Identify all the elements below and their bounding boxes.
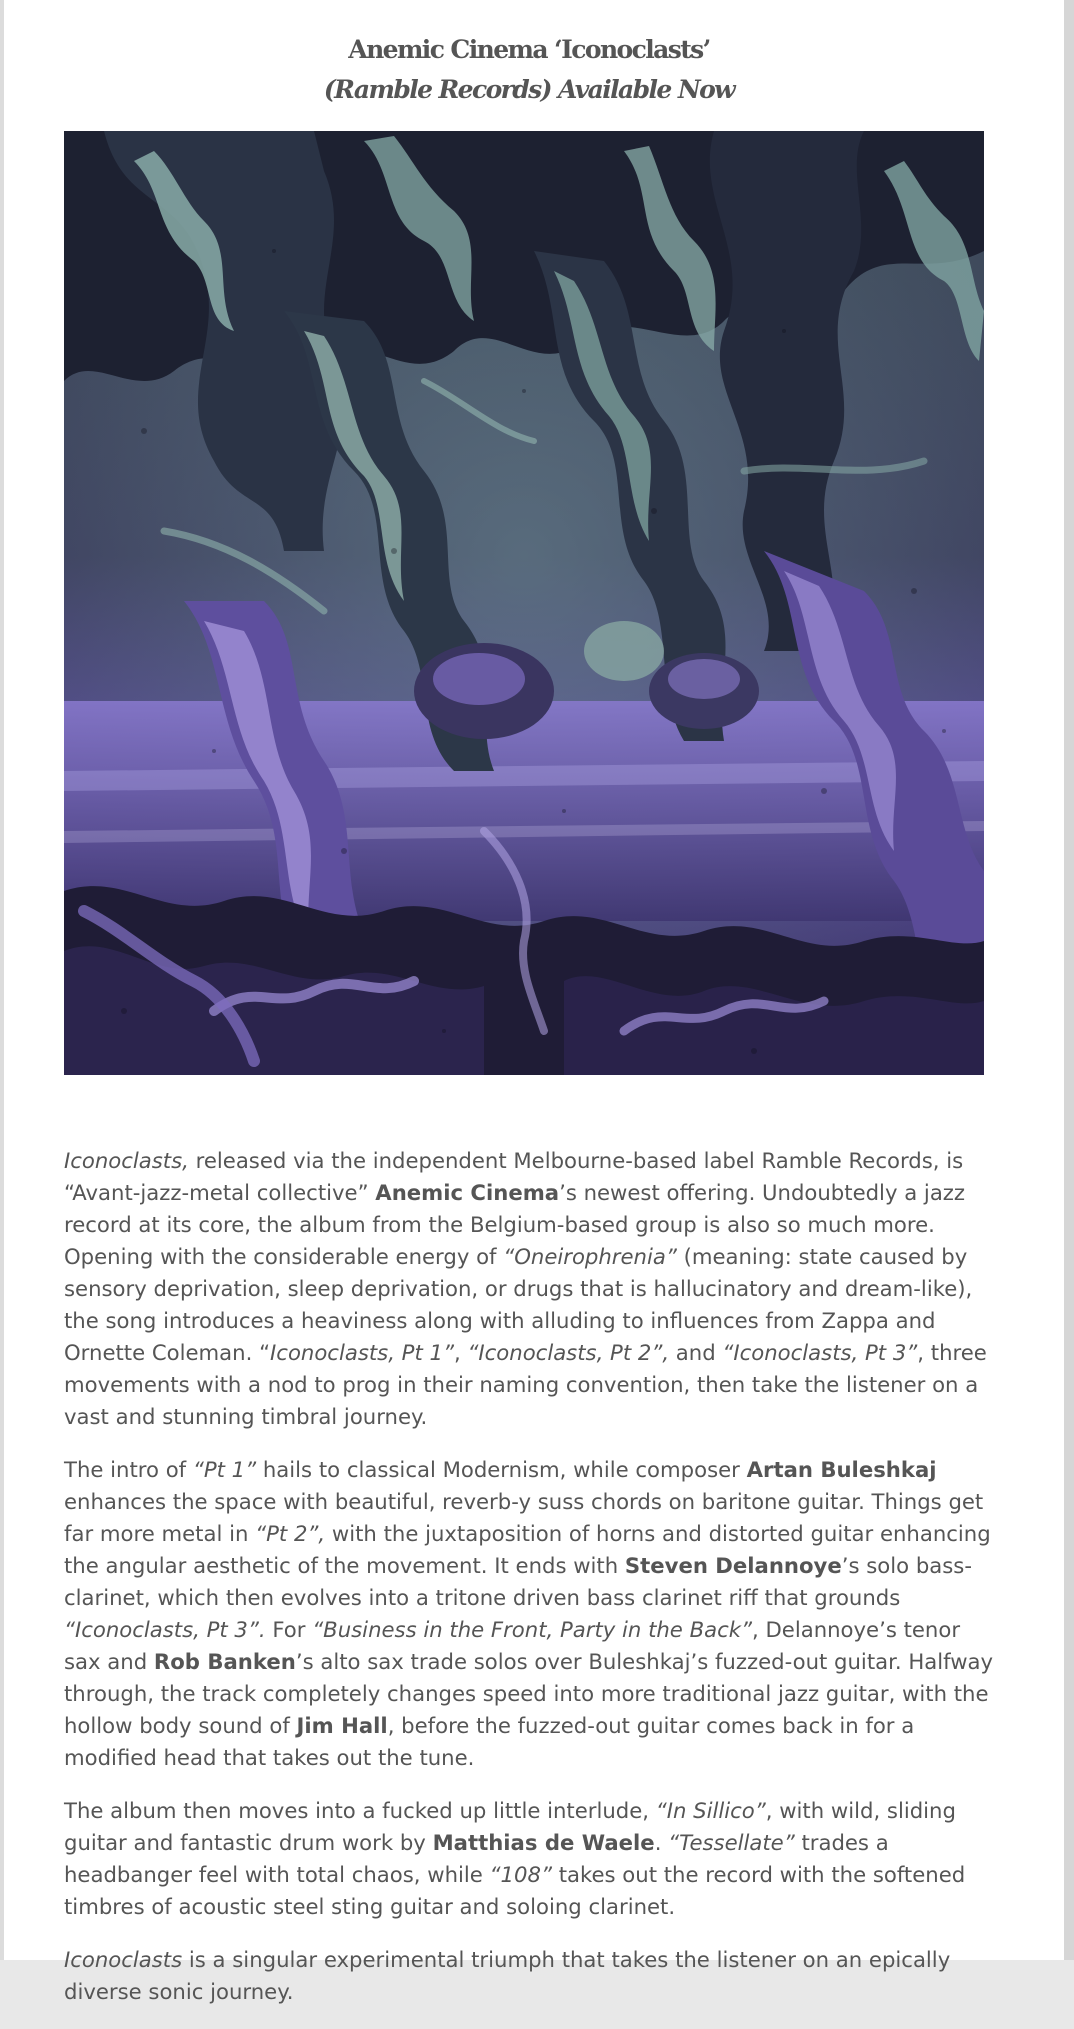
musician-name: Jim Hall bbox=[296, 1713, 388, 1738]
page-title bbox=[4, 30, 1054, 110]
track-title: “Iconoclasts, Pt 2”, bbox=[467, 1340, 670, 1365]
track-title: “108” bbox=[489, 1862, 552, 1887]
paragraph-interlude: The album then moves into a fucked up little interlude, “In Sillico”, with wild, sliding guitar and fantastic drum work by Matthias de Waele. “Tessellate” trades a headbanger feel with total chaos, while “108” takes out the record with the softened timbres of acoustic steel sting guitar and soloing clarinet. bbox=[64, 1798, 966, 1919]
article-body bbox=[64, 1145, 994, 2029]
paragraph-conclusion: Iconoclasts is a singular experimental triumph that takes the listener on an epically diverse sonic journey. bbox=[64, 1947, 951, 2004]
track-title: “Pt 1” bbox=[192, 1457, 257, 1482]
scrollbar-track[interactable] bbox=[1064, 0, 1074, 1960]
track-title: “Pt 2”, bbox=[255, 1521, 326, 1546]
musician-name: Rob Banken bbox=[153, 1649, 296, 1674]
paragraph-movements: The intro of “Pt 1” hails to classical Modernism, while composer Artan Buleshkaj enhances the space with beautiful, reverb-y suss chords on baritone guitar. Things get far more metal in “Pt 2”, with the juxtaposition of horns and distorted guitar enhancing the angular aesthetic of the movement. It ends with Steven Delannoye’s solo bass-clarinet, which then evolves into a tritone driven bass clarinet riff that grounds “Iconoclasts, Pt 3”. For “Business in the Front, Party in the Back”, Delannoye’s tenor sax and Rob Banken’s alto sax trade solos over Buleshkaj’s fuzzed-out guitar. Halfway through, the track completely changes speed into more traditional jazz guitar, with the hollow body sound of Jim Hall, before the fuzzed-out guitar comes back in for a modified head that takes out the tune. bbox=[64, 1457, 994, 1770]
band-name: Anemic Cinema bbox=[375, 1180, 560, 1205]
track-title: “Business in the Front, Party in the Back” bbox=[312, 1617, 752, 1642]
track-title: Iconoclasts, Pt 1” bbox=[270, 1340, 454, 1365]
musician-name: Steven Delannoye bbox=[624, 1553, 842, 1578]
musician-name: Matthias de Waele bbox=[432, 1830, 655, 1855]
track-title: “Oneirophrenia” bbox=[503, 1244, 677, 1269]
track-title: “Iconoclasts, Pt 3”. bbox=[64, 1617, 266, 1642]
paragraph-intro: Iconoclasts, released via the independent Melbourne-based label Ramble Records, is “Avant-jazz-metal collective” Anemic Cinema’s newest offering. Undoubtedly a jazz record at its core, the album from the Belgium-based group is also so much more. Opening with the considerable energy of “Oneirophrenia” (meaning: state caused by sensory deprivation, sleep deprivation, or drugs that is hallucinatory and dream-like), the song introduces a heaviness along with alluding to influences from Zappa and Ornette Coleman. “Iconoclasts, Pt 1”, “Iconoclasts, Pt 2”, and “Iconoclasts, Pt 3”, three movements with a nod to prog in their naming convention, then take the listener on a vast and stunning timbral journey. bbox=[64, 1148, 987, 1429]
title-line-2: (Ramble Records) Available Now bbox=[323, 75, 735, 104]
track-title: “Tessellate” bbox=[668, 1830, 795, 1855]
musician-name: Artan Buleshkaj bbox=[746, 1457, 937, 1482]
title-line-1: Anemic Cinema ‘Iconoclasts’ bbox=[348, 35, 710, 64]
album-title: Iconoclasts bbox=[64, 1947, 183, 1972]
article-page bbox=[4, 0, 1064, 2004]
album-cover-image bbox=[64, 131, 984, 1075]
album-title: Iconoclasts, bbox=[64, 1148, 189, 1173]
track-title: “In Sillico” bbox=[655, 1798, 766, 1823]
track-title: “Iconoclasts, Pt 3” bbox=[722, 1340, 918, 1365]
